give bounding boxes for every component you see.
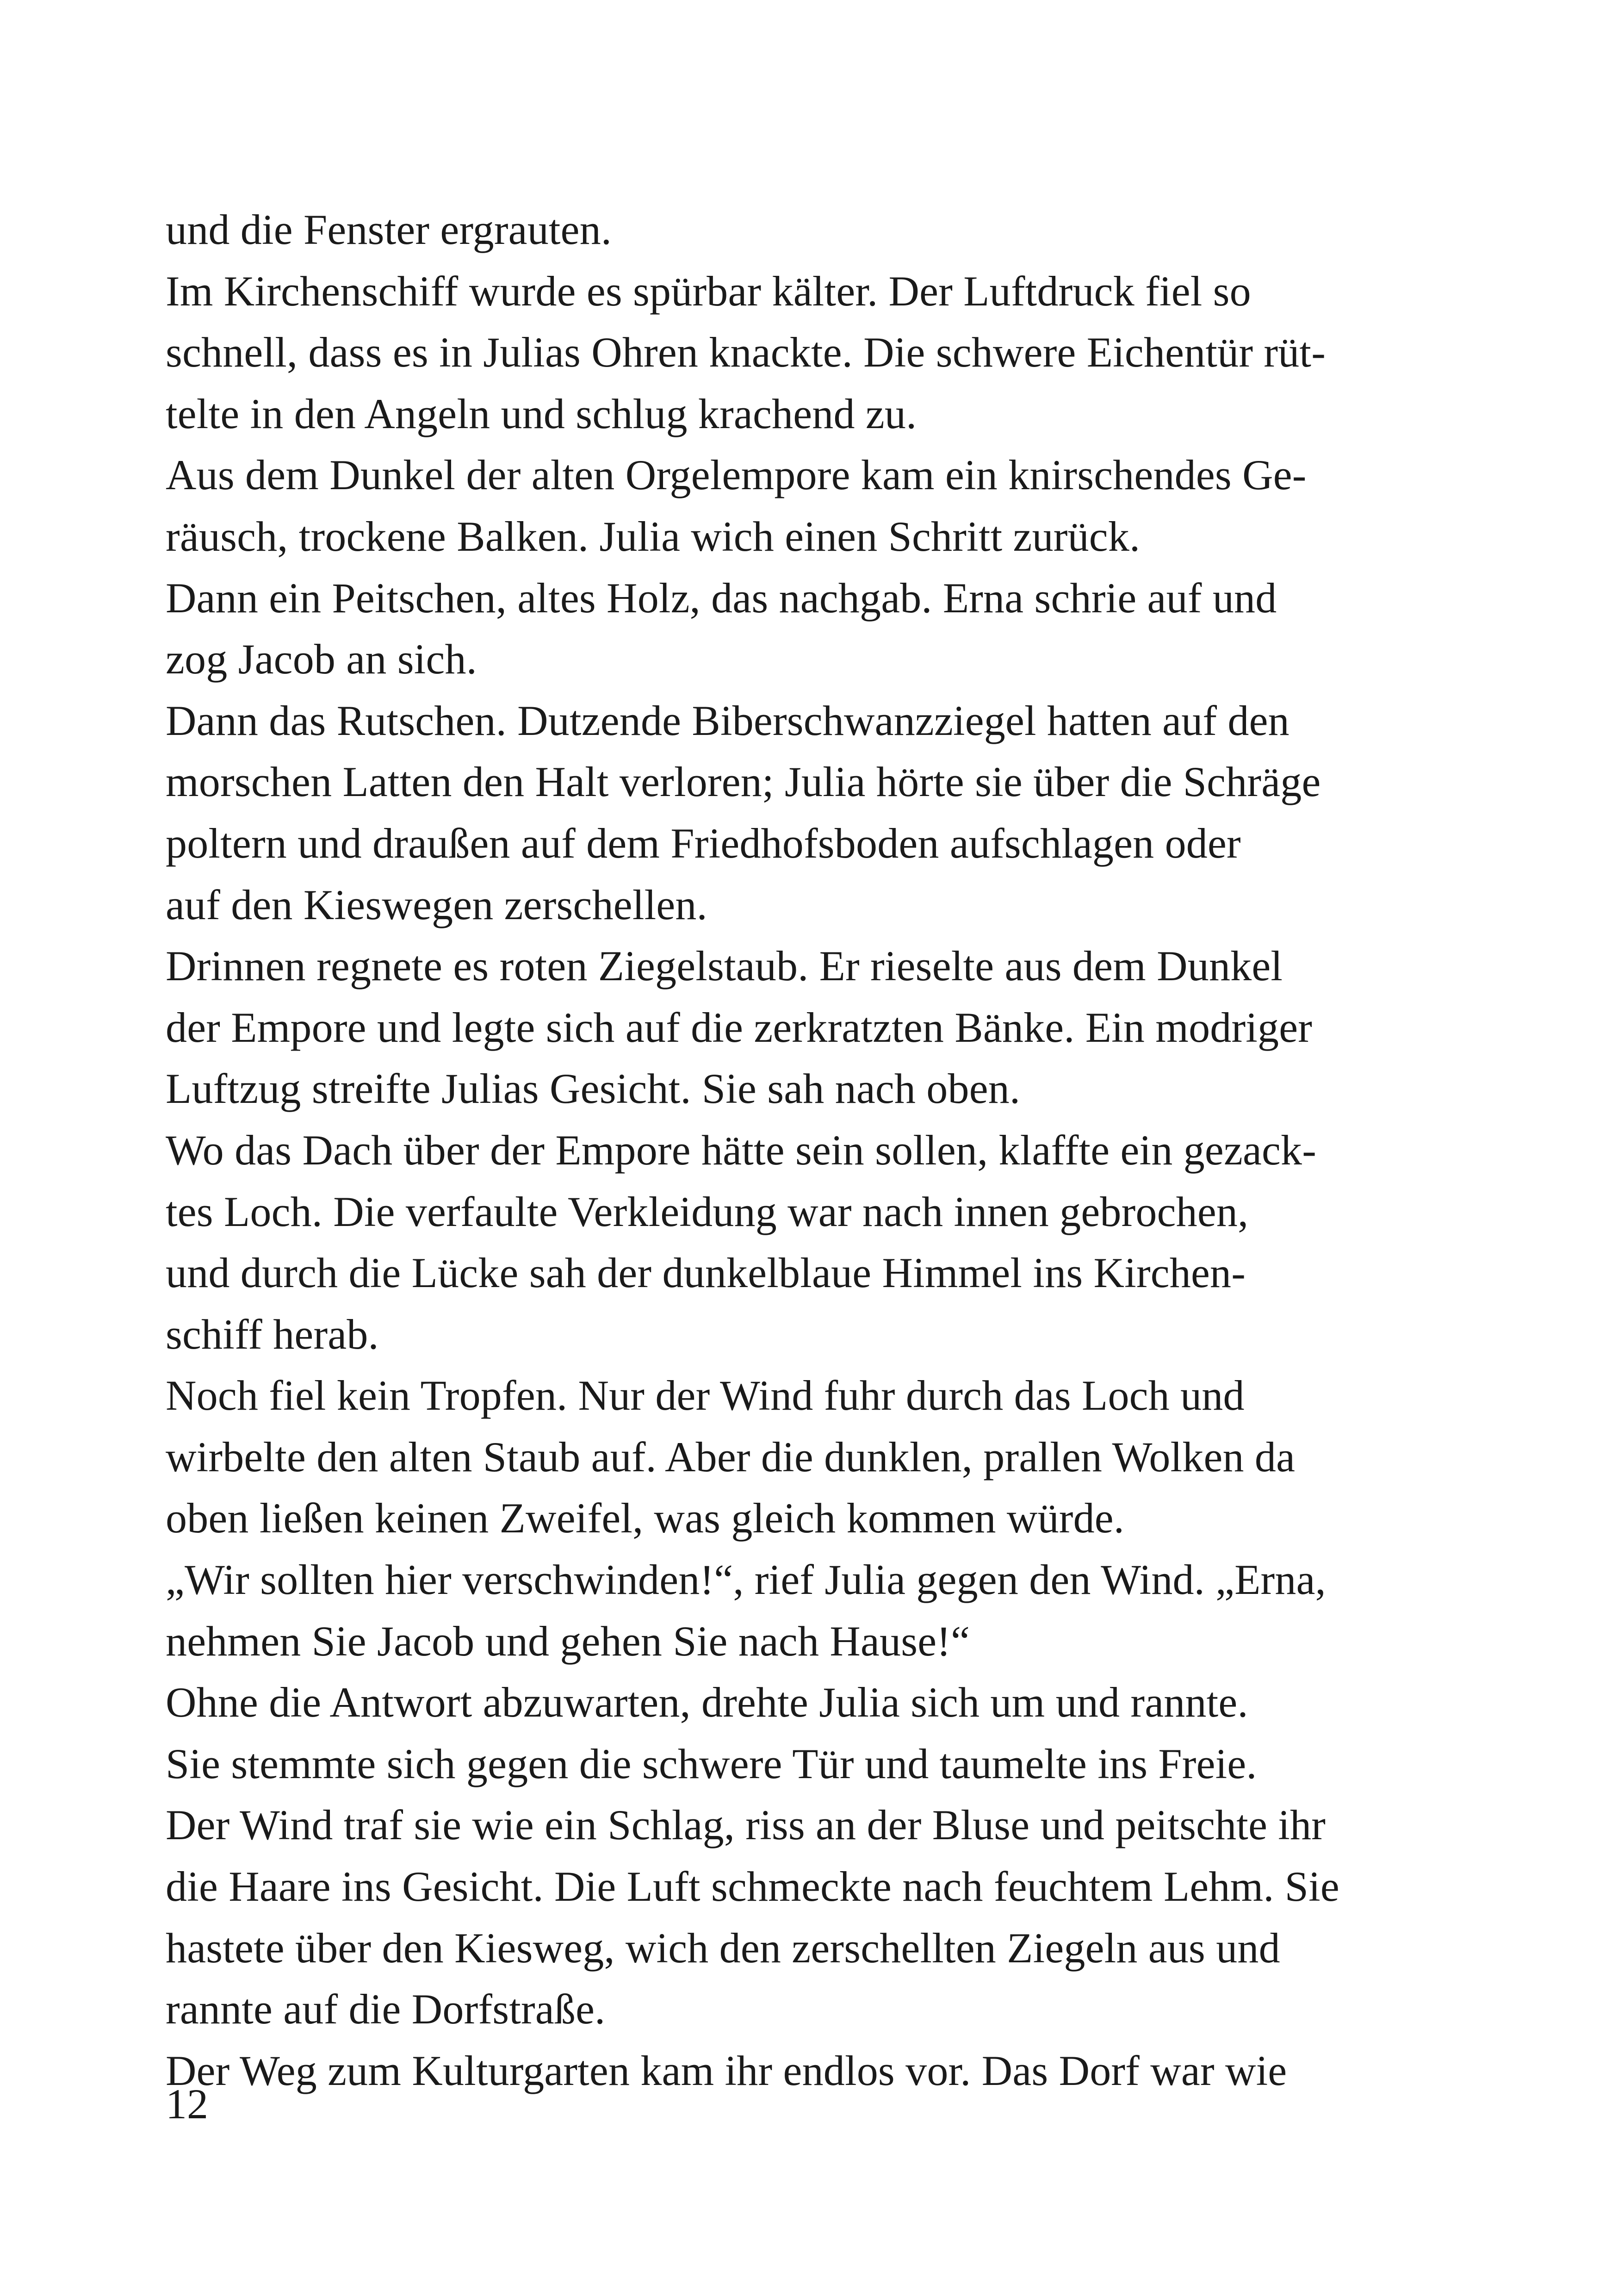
text-line: Dann das Rutschen. Dutzende Biberschwanzziegel hatten auf den <box>166 697 1289 744</box>
text-line: Dann ein Peitschen, altes Holz, das nachgab. Erna schrie auf und <box>166 574 1277 622</box>
text-line: schiff herab. <box>166 1310 379 1358</box>
text-line: Der Wind traf sie wie ein Schlag, riss an der Bluse und peitschte ihr <box>166 1801 1326 1849</box>
text-line: tes Loch. Die verfaulte Verkleidung war nach innen gebrochen, <box>166 1188 1249 1235</box>
text-line: zog Jacob an sich. <box>166 635 477 683</box>
page-number: 12 <box>166 2080 208 2128</box>
text-line: der Empore und legte sich auf die zerkratzten Bänke. Ein modriger <box>166 1003 1313 1051</box>
body-text <box>166 199 1461 2101</box>
text-line: und durch die Lücke sah der dunkelblaue Himmel ins Kirchen- <box>166 1249 1246 1297</box>
text-line: telte in den Angeln und schlug krachend zu. <box>166 390 917 437</box>
text-line: Wo das Dach über der Empore hätte sein sollen, klaffte ein gezack- <box>166 1126 1317 1174</box>
text-line: und die Fenster ergrauten. <box>166 206 612 253</box>
text-line: Im Kirchenschiff wurde es spürbar kälter. Der Luftdruck fiel so <box>166 267 1251 315</box>
text-line: Aus dem Dunkel der alten Orgelempore kam ein knirschendes Ge- <box>166 451 1307 499</box>
text-line: Noch fiel kein Tropfen. Nur der Wind fuhr durch das Loch und <box>166 1372 1245 1419</box>
text-line: Luftzug streifte Julias Gesicht. Sie sah nach oben. <box>166 1065 1021 1113</box>
text-line: räusch, trockene Balken. Julia wich einen Schritt zurück. <box>166 512 1141 560</box>
text-line: auf den Kieswegen zerschellen. <box>166 881 707 928</box>
text-line: Drinnen regnete es roten Ziegelstaub. Er rieselte aus dem Dunkel <box>166 942 1283 990</box>
text-line: Der Weg zum Kulturgarten kam ihr endlos vor. Das Dorf war wie <box>166 2047 1287 2094</box>
text-line: „Wir sollten hier verschwinden!“, rief Julia gegen den Wind. „Erna, <box>166 1556 1326 1604</box>
text-line: morschen Latten den Halt verloren; Julia hörte sie über die Schräge <box>166 758 1321 806</box>
text-line: poltern und draußen auf dem Friedhofsboden aufschlagen oder <box>166 819 1241 867</box>
text-line: die Haare ins Gesicht. Die Luft schmeckte nach feuchtem Lehm. Sie <box>166 1863 1339 1910</box>
text-line: oben ließen keinen Zweifel, was gleich kommen würde. <box>166 1494 1125 1542</box>
text-line: nehmen Sie Jacob und gehen Sie nach Hause!“ <box>166 1617 970 1665</box>
text-line: rannte auf die Dorfstraße. <box>166 1985 606 2033</box>
text-line: hastete über den Kiesweg, wich den zerschellten Ziegeln aus und <box>166 1924 1280 1972</box>
text-line: wirbelte den alten Staub auf. Aber die dunklen, prallen Wolken da <box>166 1433 1296 1481</box>
text-line: Sie stemmte sich gegen die schwere Tür und taumelte ins Freie. <box>166 1740 1257 1787</box>
text-line: schnell, dass es in Julias Ohren knackte. Die schwere Eichentür rüt- <box>166 329 1326 376</box>
text-line: Ohne die Antwort abzuwarten, drehte Julia sich um und rannte. <box>166 1679 1248 1726</box>
